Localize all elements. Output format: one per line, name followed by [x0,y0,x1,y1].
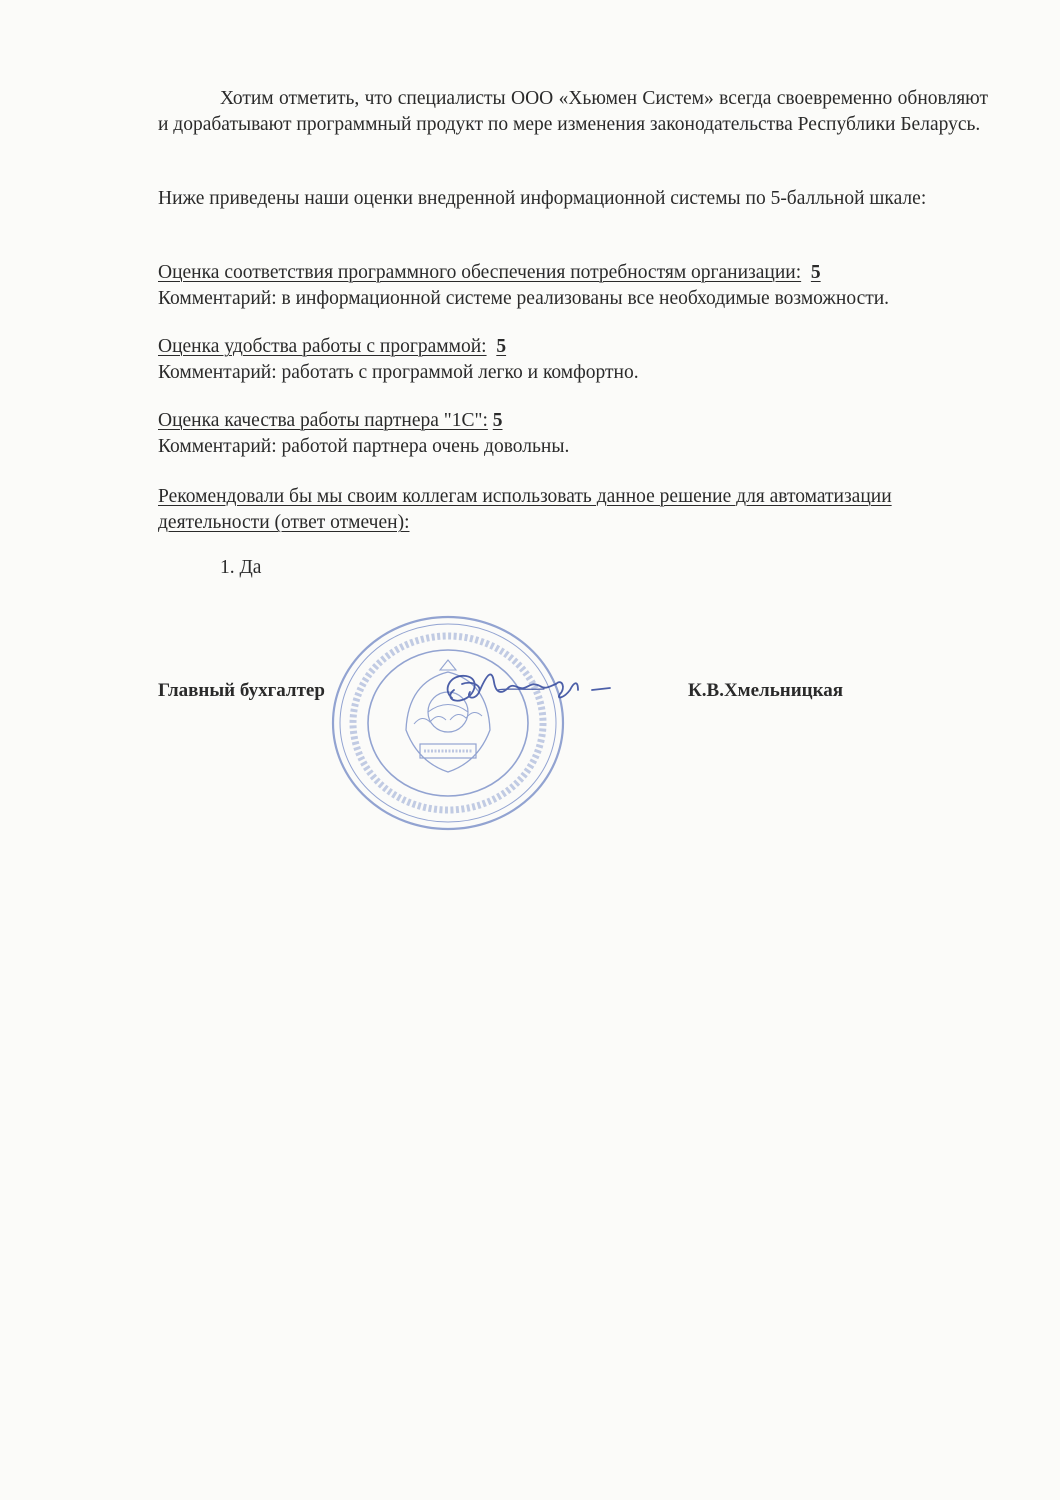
signatory-name: К.В.Хмельницкая [688,680,844,701]
rating-score: 5 [492,410,503,431]
rating-block-2 [158,334,988,386]
recommendation-block [158,484,988,536]
rating-comment: Комментарий: в информационной системе реализованы все необходимые возможности. [158,288,890,309]
recommendation-question-line-2: деятельности (ответ отмечен): [158,512,410,533]
rating-comment: Комментарий: работой партнера очень довольны. [158,436,570,457]
rating-score: 5 [496,336,507,357]
recommendation-question-line-1: Рекомендовали бы мы своим коллегам использовать данное решение для автоматизации [158,486,892,507]
handwritten-signature [432,660,622,720]
recommendation-answer: 1. Да [220,557,262,578]
official-stamp [328,612,568,834]
intro-paragraph: Хотим отметить, что специалисты ООО «Хьюмен Систем» всегда своевременно обновляют и дорабатывают программный продукт по мере изменения законодательства Республики Беларусь. [158,88,988,135]
ratings-intro-paragraph: Ниже приведены наши оценки внедренной информационной системы по 5-балльной шкале: [158,188,927,209]
signatory-role: Главный бухгалтер [158,680,325,701]
rating-score: 5 [810,262,821,283]
rating-block-1 [158,260,988,312]
rating-block-3 [158,408,988,460]
rating-label: Оценка качества работы партнера "1С": [158,410,488,431]
rating-comment: Комментарий: работать с программой легко и комфортно. [158,362,639,383]
rating-label: Оценка соответствия программного обеспечения потребностям организации: [158,262,802,283]
rating-label: Оценка удобства работы с программой: [158,336,487,357]
